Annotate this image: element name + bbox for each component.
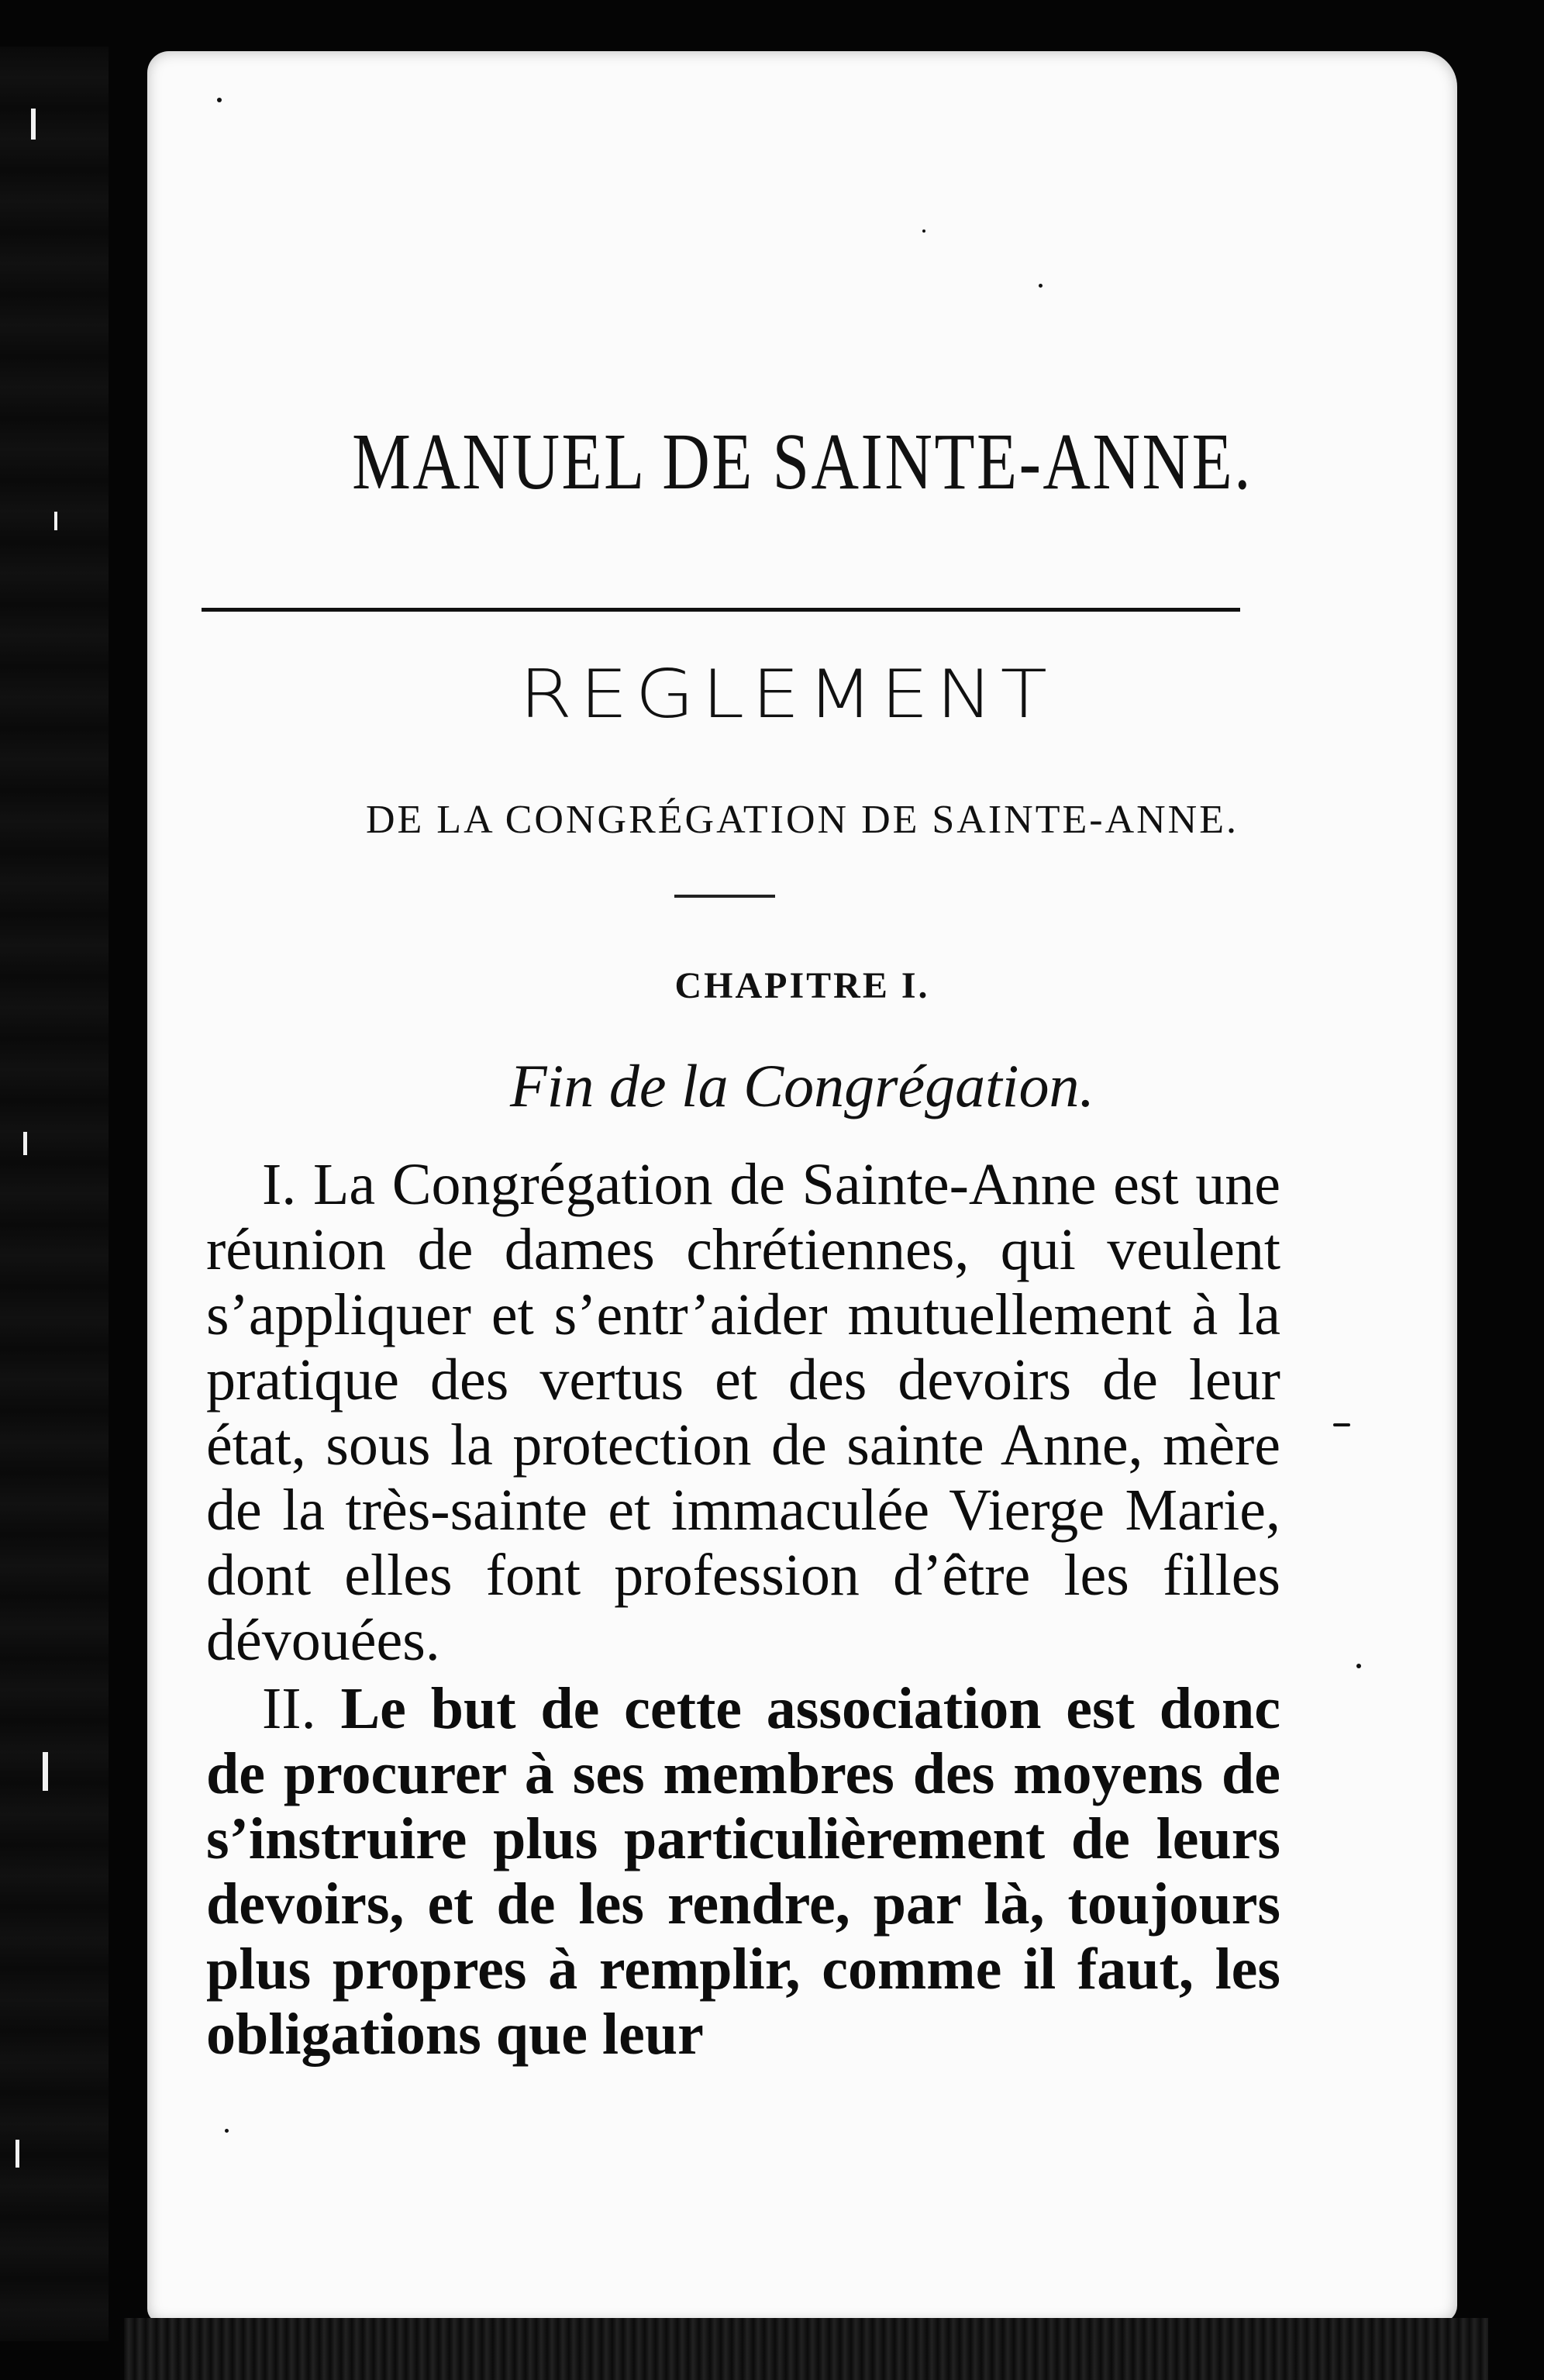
paragraph-number: I. xyxy=(262,1152,297,1217)
scan-fleck xyxy=(43,1752,48,1791)
paragraph-text: Le but de cette association est donc de procurer à ses membres des moyens de s’instruire plus particulièrement de leurs devoirs, et de les rendre, par là, toujours plus propres à remplir, comme il faut, les obligations que leur xyxy=(206,1676,1280,2067)
page-title: REGLEMENT xyxy=(519,656,1055,733)
scan-fleck xyxy=(16,2140,19,2168)
scan-fleck xyxy=(31,109,36,140)
paragraph-2 xyxy=(206,1676,1280,2067)
book-page xyxy=(147,51,1457,2323)
print-speck xyxy=(1356,1664,1361,1668)
paragraph-1 xyxy=(206,1152,1280,1673)
print-speck xyxy=(1039,284,1043,288)
chapter-heading: CHAPITRE I. xyxy=(674,965,930,1006)
section-divider xyxy=(674,895,775,898)
body-text xyxy=(206,1152,1280,2067)
print-speck xyxy=(1333,1423,1350,1426)
paragraph-text: La Congrégation de Sainte-Anne est une réunion de dames chrétiennes, qui veulent s’appliquer et s’entr’aider mutuellement à la pratique des vertus et des devoirs de leur état, sous la protection de sainte Anne, mère de la très-sainte et immaculée Vierge Marie, dont elles font profession d’être les filles dévouées. xyxy=(206,1152,1281,1673)
chapter-title: Fin de la Congrégation. xyxy=(510,1052,1094,1119)
paragraph-number: II. xyxy=(262,1676,316,1741)
print-speck xyxy=(217,98,222,102)
print-speck xyxy=(225,2129,229,2133)
scan-fleck xyxy=(23,1132,27,1155)
page-subtitle: DE LA CONGRÉGATION DE SAINTE-ANNE. xyxy=(365,798,1239,842)
adjacent-page-edge xyxy=(0,47,109,2341)
running-head: MANUEL DE SAINTE-ANNE. xyxy=(352,417,1253,506)
scan-fleck xyxy=(54,512,57,530)
print-speck xyxy=(922,229,925,233)
header-rule xyxy=(202,608,1240,612)
page-bottom-edge xyxy=(124,2318,1488,2380)
